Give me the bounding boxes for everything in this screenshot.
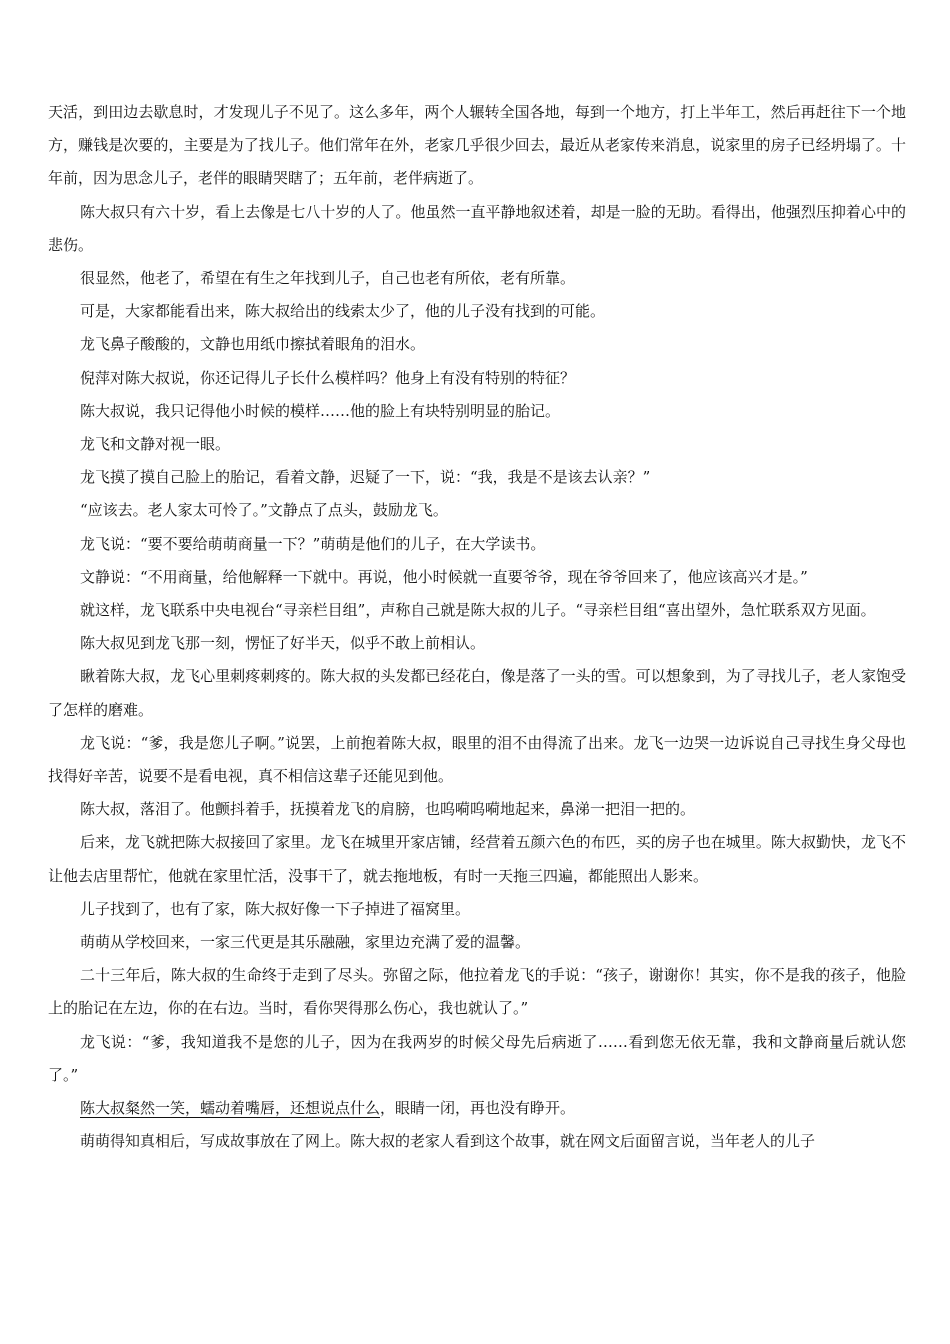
paragraph-2: 陈大叔只有六十岁，看上去像是七八十岁的人了。他虽然一直平静地叙述着，却是一脸的无助。看得出，他强烈压抑着心中的悲伤。 (48, 202, 906, 254)
paragraph-15: 瞅着陈大叔，龙飞心里刺疼刺疼的。陈大叔的头发都已经花白，像是落了一头的雪。可以想象到，为了寻找儿子，老人家饱受了怎样的磨难。 (48, 667, 906, 719)
paragraph-22: 龙飞说：“爹，我知道我不是您的儿子，因为在我两岁的时候父母先后病逝了……看到您无依无靠，我和文静商量后就认您了。” (48, 1032, 906, 1084)
paragraph-24: 萌萌得知真相后，写成故事放在了网上。陈大叔的老家人看到这个故事，就在网文后面留言说，当年老人的儿子 (80, 1132, 816, 1151)
paragraph-17: 陈大叔，落泪了。他颤抖着手，抚摸着龙飞的肩膀，也呜嗬呜嗬地起来，鼻涕一把泪一把的。 (80, 800, 696, 819)
paragraph-9: 龙飞摸了摸自己脸上的胎记，看着文静，迟疑了一下，说：“我，我是不是该去认亲？” (80, 468, 651, 487)
paragraph-18: 后来，龙飞就把陈大叔接回了家里。龙飞在城里开家店铺，经营着五颜六色的布匹，买的房子也在城里。陈大叔勤快，龙飞不让他去店里帮忙，他就在家里忙活，没事干了，就去拖地板，有时一天拖三四遍，都能照出人影来。 (48, 833, 906, 885)
paragraph-13: 就这样，龙飞联系中央电视台“寻亲栏目组”，声称自己就是陈大叔的儿子。“寻亲栏目组“喜出望外，急忙联系双方见面。 (80, 601, 876, 620)
paragraph-23 (48, 1092, 906, 1125)
underlined-sentence: 陈大叔粲然一笑，蠕动着嘴唇，还想说点什么 (80, 1099, 381, 1118)
document-page (48, 96, 906, 1159)
paragraph-19: 儿子找到了，也有了家，陈大叔好像一下子掉进了福窝里。 (80, 899, 471, 918)
paragraph-3: 很显然，他老了，希望在有生之年找到儿子，自己也老有所依，老有所靠。 (80, 269, 576, 288)
paragraph-23-rest: ，眼睛一闭，再也没有睁开。 (380, 1099, 576, 1118)
paragraph-6: 倪萍对陈大叔说，你还记得儿子长什么模样吗？他身上有没有特别的特征？ (80, 368, 576, 387)
paragraph-1: 天活，到田边去歇息时，才发现儿子不见了。这么多年，两个人辗转全国各地，每到一个地方，打上半年工，然后再赶往下一个地方，赚钱是次要的，主要是为了找儿子。他们常年在外，老家几乎很少回去，最近从老家传来消息，说家里的房子已经坍塌了。十年前，因为思念儿子，老伴的眼睛哭瞎了；五年前，老伴病逝了。 (48, 103, 906, 188)
paragraph-11: 龙飞说：“要不要给萌萌商量一下？”萌萌是他们的儿子，在大学读书。 (80, 534, 546, 553)
paragraph-16: 龙飞说：“爹，我是您儿子啊。”说罢，上前抱着陈大叔，眼里的泪不由得流了出来。龙飞一边哭一边诉说自己寻找生身父母也找得好辛苦，说要不是看电视，真不相信这辈子还能见到他。 (48, 733, 906, 786)
paragraph-14: 陈大叔见到龙飞那一刻，愣怔了好半天，似乎不敢上前相认。 (80, 634, 486, 653)
paragraph-4: 可是，大家都能看出来，陈大叔给出的线索太少了，他的儿子没有找到的可能。 (80, 302, 606, 321)
paragraph-10: “应该去。老人家太可怜了。”文静点了点头，鼓励龙飞。 (80, 501, 448, 520)
paragraph-5: 龙飞鼻子酸酸的，文静也用纸巾擦拭着眼角的泪水。 (80, 335, 426, 354)
paragraph-12: 文静说：“不用商量，给他解释一下就中。再说，他小时候就一直要爷爷，现在爷爷回来了，他应该高兴才是。” (80, 567, 808, 586)
paragraph-8: 龙飞和文静对视一眼。 (80, 435, 231, 454)
paragraph-20: 萌萌从学校回来，一家三代更是其乐融融，家里边充满了爱的温馨。 (80, 933, 531, 952)
paragraph-7: 陈大叔说，我只记得他小时候的模样……他的脸上有块特别明显的胎记。 (80, 401, 561, 420)
paragraph-21: 二十三年后，陈大叔的生命终于走到了尽头。弥留之际，他拉着龙飞的手说：“孩子，谢谢你！其实，你不是我的孩子，他脸上的胎记在左边，你的在右边。当时，看你哭得那么伤心，我也就认了。” (48, 966, 906, 1018)
